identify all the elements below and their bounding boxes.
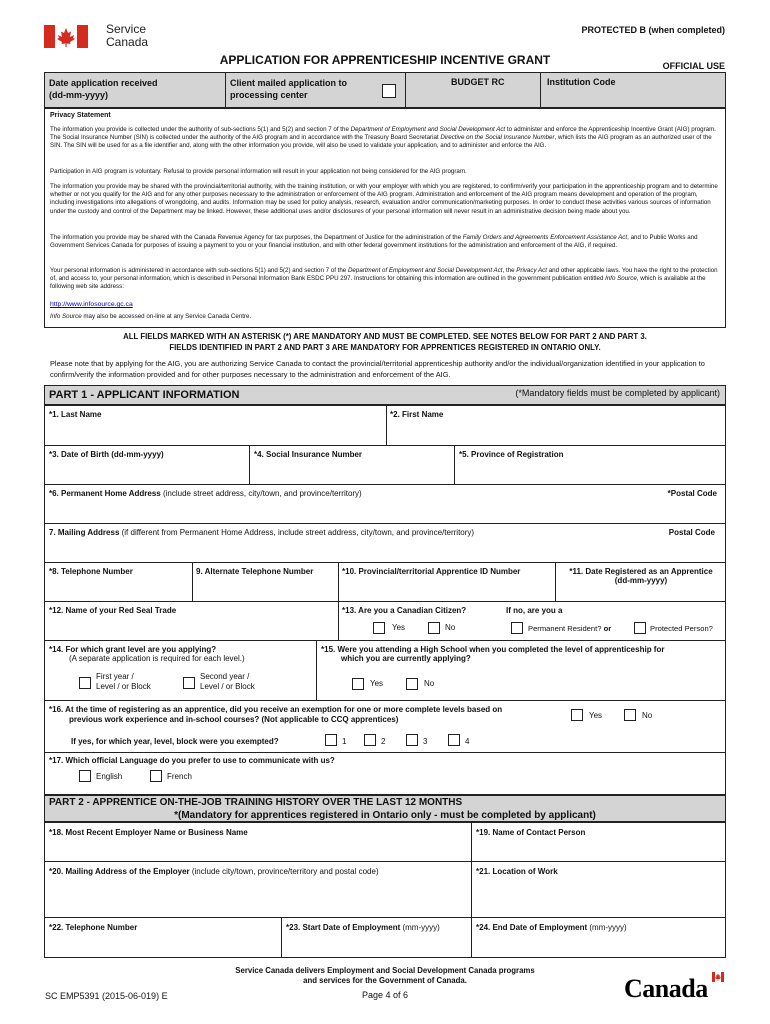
if-no-label: If no, are you a [506, 606, 563, 615]
work-location-label: *21. Location of Work [476, 867, 558, 876]
employer-telephone-field[interactable] [45, 933, 280, 957]
agency-name: Service Canada [106, 22, 149, 49]
sin-label: *4. Social Insurance Number [254, 450, 363, 459]
page-number: Page 4 of 6 [361, 990, 409, 1000]
protected-label: PROTECTED B (when completed) [581, 25, 725, 35]
mailing-address-label: 7. Mailing Address (if different from Permanent Home Address, include street address, city/town, and province/territory) [49, 528, 475, 537]
budget-rc-label: BUDGET RC [451, 77, 505, 87]
home-address-field[interactable] [45, 499, 725, 522]
alt-telephone-label: 9. Alternate Telephone Number [196, 567, 314, 576]
grant-level-label: *14. For which grant level are you applying? (A separate application is required for each level.) [49, 645, 245, 663]
mandatory-notice-line2: FIELDS IDENTIFIED IN PART 2 AND PART 3 ARE MANDATORY FOR APPRENTICES REGISTERED IN ONTARIO ONLY. [169, 343, 601, 352]
red-seal-label: *12. Name of your Red Seal Trade [49, 606, 177, 615]
english-text: English [96, 772, 123, 781]
wordmark-flag-icon [712, 972, 724, 982]
mandatory-notice-line1: ALL FIELDS MARKED WITH AN ASTERISK (*) ARE MANDATORY AND MUST BE COMPLETED. SEE NOTES BELOW FOR PART 2 AND PART 3. [123, 332, 647, 341]
citizen-no-text: No [445, 623, 456, 632]
citizen-no-checkbox[interactable] [428, 622, 440, 634]
part2-title: PART 2 - APPRENTICE ON-THE-JOB TRAINING HISTORY OVER THE LAST 12 MONTHS [49, 797, 463, 808]
home-postal-label: *Postal Code [667, 489, 717, 498]
form-id: SC EMP5391 (2015-06-019) E [45, 991, 168, 1001]
citizen-yes-text: Yes [392, 623, 406, 632]
red-seal-field[interactable] [45, 616, 337, 639]
end-date-field[interactable] [472, 933, 725, 957]
exempt-2-text: 2 [381, 737, 386, 746]
telephone-label: *8. Telephone Number [49, 567, 133, 576]
work-location-field[interactable] [472, 877, 725, 916]
employer-name-label: *18. Most Recent Employer Name or Business Name [49, 828, 248, 837]
citizen-label: *13. Are you a Canadian Citizen? [342, 606, 467, 615]
client-mailed-checkbox[interactable] [382, 84, 396, 98]
high-school-no-checkbox[interactable] [406, 678, 418, 690]
date-registered-field[interactable] [556, 588, 725, 600]
privacy-para-5: Your personal information is administered in accordance with sub-sections 5(1) and 5(2) and section 7 of the Department of Employment and Social Development Act, the Privacy Act and other applicable laws. You have the right to the protection of, and access to, your personal information, which is described in Personal Information Bank ESDC PPU 297. Instructions for obtaining this information are outlined in the government publication entitled Info Source, which is available at the following web site address: [50, 267, 718, 291]
employer-address-label: *20. Mailing Address of the Employer (include city/town, province/territory and postal code) [49, 867, 379, 876]
contact-person-field[interactable] [472, 838, 725, 860]
canada-flag-icon [44, 25, 88, 48]
high-school-no-text: No [424, 679, 435, 688]
part1-title: PART 1 - APPLICANT INFORMATION [49, 389, 240, 401]
part1-note: (*Mandatory fields must be completed by applicant) [515, 388, 720, 398]
employer-address-field[interactable] [45, 877, 470, 916]
first-year-text: First year / Level / or Block [96, 672, 151, 691]
permanent-resident-text: Permanent Resident? or [528, 624, 612, 633]
exempted-level-label: If yes, for which year, level, block were you exempted? [71, 737, 279, 746]
english-checkbox[interactable] [79, 770, 91, 782]
infosource-link[interactable]: http://www.infosource.gc.ca [50, 301, 133, 308]
privacy-para-3: The information you provide may be shared with the provincial/territorial authority, with the training institution, or with your employer with which you are registered, to confirm/verify your participation in the apprenticeship program and to determine whether or not you qualify for the AIG and for any other purposes necessary to the administration or enforcement of the AIG program. Administration and enforcement of the AIG program means development and operation of the program, including investigations into allegations of wrongdoing, and audits. Information may be used for policy analysis, research, evaluation and/or communication/marketing purposes. In order to conduct these activities various sources of information under the custody and control of the Department may be linked. However, these additional uses and/or disclosures of your personal information will never result in an administrative decision being made about you. [50, 183, 718, 215]
date-received-label: Date application received (dd-mm-yyyy) [49, 78, 158, 100]
exemption-no-checkbox[interactable] [624, 709, 636, 721]
dob-field[interactable] [45, 460, 248, 483]
dob-label: *3. Date of Birth (dd-mm-yyyy) [49, 450, 164, 459]
start-date-field[interactable] [282, 933, 470, 957]
mailing-postal-label: Postal Code [668, 528, 715, 537]
citizen-yes-checkbox[interactable] [373, 622, 385, 634]
second-year-text: Second year / Level / or Block [200, 672, 255, 691]
privacy-para-2: Participation in AIG program is voluntary. Refusal to provide personal information will result in your application not being considered for the AIG program. [50, 168, 467, 175]
telephone-field[interactable] [45, 577, 191, 600]
mailing-address-field[interactable] [45, 538, 725, 561]
exempt-3-checkbox[interactable] [406, 734, 418, 746]
last-name-label: *1. Last Name [49, 410, 102, 419]
apprentice-id-field[interactable] [339, 577, 554, 600]
form-title: APPLICATION FOR APPRENTICESHIP INCENTIVE GRANT [219, 53, 551, 67]
first-name-label: *2. First Name [390, 410, 444, 419]
last-name-field[interactable] [45, 420, 385, 444]
privacy-para-1: The information you provide is collected under the authority of sub-sections 5(1) and 5(2) and section 7 of the Department of Employment and Social Development Act to administer and enforce the Apprenticeship Incentive Grant (AIG) program. The Social Insurance Number (SIN) is collected under the authority of the AIG program and in accordance with the Treasury Board Secretariat Directive on the Social Insurance Number, which lists the AIG program as an authorized user of the SIN. The SIN will be used for as a file identifier and, along with the other information you provide, will also be used to validate your application, and to administer and enforce the AIG. [50, 126, 716, 150]
exempt-4-text: 4 [465, 737, 470, 746]
sin-field[interactable] [250, 460, 453, 483]
second-year-checkbox[interactable] [183, 677, 195, 689]
province-field[interactable] [455, 460, 725, 483]
privacy-para-6: Info Source may also be accessed on-line at any Service Canada Centre. [50, 313, 252, 320]
apprentice-id-label: *10. Provincial/territorial Apprentice ID Number [342, 567, 521, 576]
official-use-label: OFFICIAL USE [662, 61, 725, 71]
high-school-label: *15. Were you attending a High School when you completed the level of apprenticeship for which you are currently applying? [321, 645, 665, 663]
high-school-yes-checkbox[interactable] [352, 678, 364, 690]
start-date-label: *23. Start Date of Employment (mm-yyyy) [286, 923, 440, 932]
high-school-yes-text: Yes [370, 679, 384, 688]
consent-notice: Please note that by applying for the AIG, you are authorizing Service Canada to contact the provincial/territorial apprenticeship authority and/or the individual/organization identified in your application to confirm/verify the information provided and for other purposes necessary to the administration and enforcement of the AIG. [50, 359, 705, 379]
end-date-label: *24. End Date of Employment (mm-yyyy) [476, 923, 627, 932]
exempt-1-text: 1 [342, 737, 347, 746]
privacy-heading: Privacy Statement [50, 112, 111, 119]
institution-code-label: Institution Code [547, 77, 616, 87]
protected-person-checkbox[interactable] [634, 622, 646, 634]
footer-statement: Service Canada delivers Employment and Social Development Canada programs and services for the Government of Canada. [235, 966, 535, 985]
exempt-3-text: 3 [423, 737, 428, 746]
exemption-no-text: No [642, 711, 653, 720]
french-text: French [167, 772, 192, 781]
first-year-checkbox[interactable] [79, 677, 91, 689]
employer-telephone-label: *22. Telephone Number [49, 923, 138, 932]
permanent-resident-checkbox[interactable] [511, 622, 523, 634]
alt-telephone-field[interactable] [193, 577, 337, 600]
province-label: *5. Province of Registration [459, 450, 564, 459]
date-registered-label: *11. Date Registered as an Apprentice (dd-mm-yyyy) [569, 567, 713, 585]
exemption-yes-text: Yes [589, 711, 603, 720]
protected-person-text: Protected Person? [650, 624, 713, 633]
privacy-para-4: The information you provide may be shared with the Canada Revenue Agency for tax purposes, the Department of Justice for the administration of the Family Orders and Agreements Enforcement Assistance Act, and to Public Works and Government Services Canada for purposes of issuing a payment to you or your financial institution, and with other federal government institutions for the administration and enforcement of the AIG, if required. [50, 234, 698, 250]
exemption-yes-checkbox[interactable] [571, 709, 583, 721]
first-name-field[interactable] [387, 420, 725, 444]
exemption-label: *16. At the time of registering as an apprentice, did you receive an exemption for one or more complete levels based on previous work experience and in-school courses? (Not applicable to CCQ apprentices) [49, 705, 503, 724]
home-address-label: *6. Permanent Home Address (include street address, city/town, and province/territory) [49, 489, 362, 498]
client-mailed-label: Client mailed application to processing center [230, 78, 348, 100]
contact-person-label: *19. Name of Contact Person [476, 828, 586, 837]
part2-subtitle: *(Mandatory for apprentices registered in Ontario only - must be completed by applicant) [174, 810, 596, 821]
language-label: *17. Which official Language do you prefer to use to communicate with us? [49, 756, 335, 765]
exempt-2-checkbox[interactable] [364, 734, 376, 746]
exempt-1-checkbox[interactable] [325, 734, 337, 746]
canada-wordmark: Canada [624, 972, 726, 1002]
employer-name-field[interactable] [45, 838, 470, 860]
exempt-4-checkbox[interactable] [448, 734, 460, 746]
french-checkbox[interactable] [150, 770, 162, 782]
